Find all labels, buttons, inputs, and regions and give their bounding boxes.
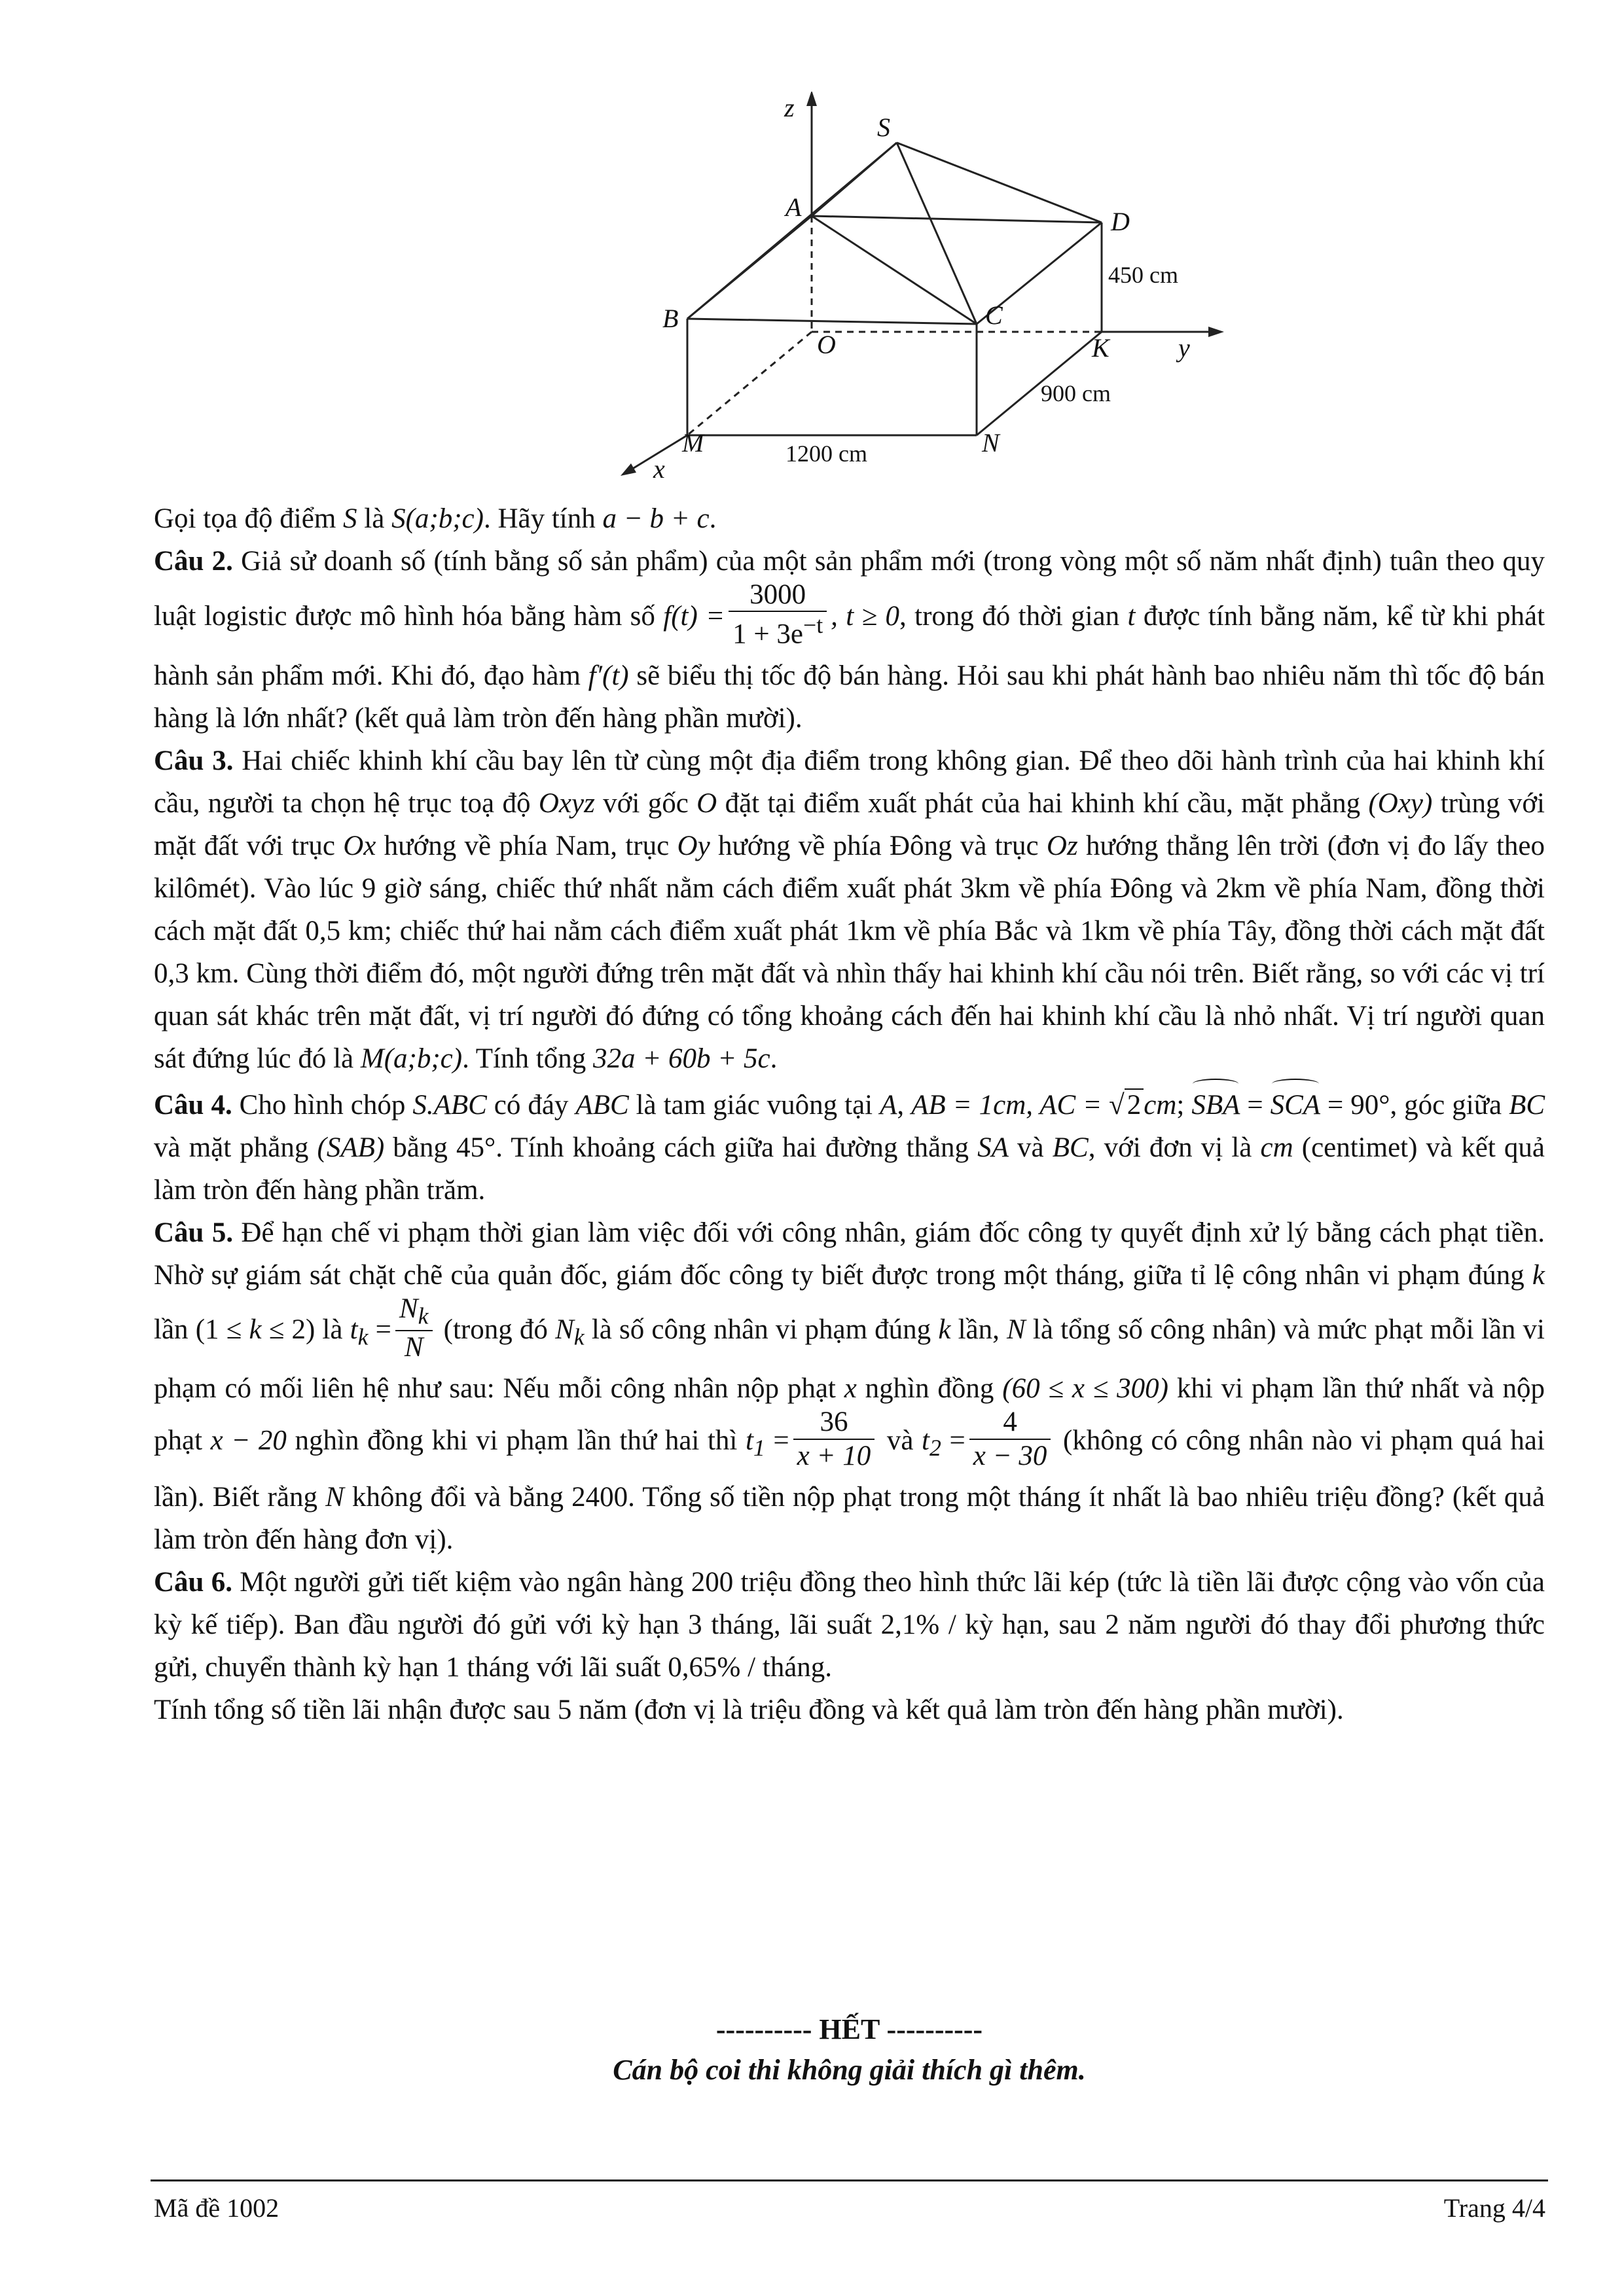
arrow-x: [621, 463, 636, 476]
exam-content: [154, 497, 1545, 1731]
label-A: A: [785, 192, 802, 222]
label-D: D: [1111, 207, 1130, 236]
end-mark: ---------- HẾT ----------: [715, 2013, 983, 2045]
page-number: Trang 4/4: [1443, 2193, 1545, 2223]
logistic-fraction: $\frac{3000}{1 + 3e^{-t}}$: [729, 579, 827, 651]
question-5-label: Câu 5.: [154, 1217, 234, 1249]
question-4-label: Câu 4.: [154, 1090, 232, 1121]
label-M: M: [682, 428, 704, 457]
label-K: K: [1092, 333, 1110, 363]
t1-fraction: $\frac{36}{x + 10}$: [793, 1406, 875, 1472]
ratio-fraction: $\frac{N_k}{N}$: [395, 1293, 433, 1363]
label-y: y: [1178, 333, 1190, 363]
label-N: N: [982, 428, 1000, 457]
arrow-z: [806, 92, 817, 106]
question-3-label: Câu 3.: [154, 745, 234, 777]
question-5: Câu 5. Để hạn chế vi phạm thời gian làm việc đối với công nhân, giám đốc công ty quyết định xử lý bằng cách phạt tiền. Nhờ sự giám sát chặt chẽ của quản đốc, giám đốc công ty biết được trong một tháng, giữa tỉ lệ công nhân vi phạm đúng k lần (1 ≤ k ≤ 2) là $t_k$ = $\frac{N_k}{N}$ (trong đó $N_k$ là số công nhân vi phạm đúng k lần, N là tổng số công nhân) và mức phạt mỗi lần vi phạm có mối liên hệ như sau: Nếu mỗi công nhân nộp phạt x nghìn đồng (60 ≤ x ≤ 300) khi vi phạm lần thứ nhất và nộp phạt x − 20 nghìn đồng khi vi phạm lần thứ hai thì $t_1$ = $\frac{36}{x + 10}$ và $t_2$ = $\frac{4}{x - 30}$ (không có công nhân nào vi phạm quá hai lần). Biết rằng N không đổi và bằng 2400. Tổng số tiền nộp phạt trong một tháng ít nhất là bao nhiêu triệu đồng? (kết quả làm tròn đến hàng đơn vị).: [154, 1217, 1545, 1556]
edge-AS: [812, 143, 897, 216]
arrow-y: [1208, 327, 1224, 337]
question-2-label: Câu 2.: [154, 546, 233, 577]
question-6-task: Tính tổng số tiền lãi nhận được sau 5 năm (đơn vị là triệu đồng và kết quả làm tròn đến hàng phần mười).: [154, 1695, 1344, 1726]
question-2: Câu 2. Giả sử doanh số (tính bằng số sản phẩm) của một sản phẩm mới (trong vòng một số năm nhất định) tuân theo quy luật logistic được mô hình hóa bằng hàm số f(t) = $\frac{3000}{1 + 3e^{-t}}$ , t ≥ 0, trong đó thời gian t được tính bằng năm, kể từ khi phát hành sản phẩm mới. Khi đó, đạo hàm f′(t) sẽ biểu thị tốc độ bán hàng. Hỏi sau khi phát hành bao nhiêu năm thì tốc độ bán hàng là lớn nhất? (kết quả làm tròn đến hàng phần mười).: [154, 546, 1545, 734]
exam-code: Mã đề 1002: [154, 2193, 280, 2223]
angle-SCA: SCA: [1271, 1080, 1320, 1126]
sqrt-2: √2: [1109, 1084, 1144, 1126]
label-B: B: [662, 304, 679, 333]
footer-divider: [151, 2179, 1548, 2181]
edge-AD: [812, 216, 1102, 223]
geometry-figure: [609, 92, 1250, 497]
label-O: O: [817, 330, 836, 359]
measure-width: 1200 cm: [785, 440, 867, 467]
question-6-label: Câu 6.: [154, 1567, 232, 1598]
question-6: Câu 6. Một người gửi tiết kiệm vào ngân hàng 200 triệu đồng theo hình thức lãi kép (tức là tiền lãi được cộng vào vốn của kỳ kế tiếp). Ban đầu người đó gửi với kỳ hạn 3 tháng, lãi suất 2,1% / kỳ hạn, sau 2 năm người đó thay đổi phương thức gửi, chuyển thành kỳ hạn 1 tháng với lãi suất 0,65% / tháng.: [154, 1567, 1545, 1683]
end-block: [154, 2009, 1545, 2090]
question-1-tail: Gọi tọa độ điểm S là S(a;b;c). Hãy tính a − b + c.: [154, 503, 717, 534]
t2-fraction: $\frac{4}{x - 30}$: [969, 1406, 1051, 1472]
angle-SBA: SBA: [1191, 1080, 1240, 1126]
hidden-edge-OM: [687, 332, 812, 435]
label-S: S: [877, 113, 890, 142]
label-C: C: [985, 300, 1003, 330]
question-4: Câu 4. Cho hình chóp S.ABC có đáy ABC là tam giác vuông tại A, AB = 1cm, AC = √2cm; SBA = SCA = 90°, góc giữa BC và mặt phẳng (SAB) bằng 45°. Tính khoảng cách giữa hai đường thẳng SA và BC, với đơn vị là cm (centimet) và kết quả làm tròn đến hàng phần trăm.: [154, 1080, 1545, 1211]
edge-BC: [687, 319, 977, 324]
measure-height: 450 cm: [1108, 262, 1178, 288]
proctor-note: Cán bộ coi thi không giải thích gì thêm.: [613, 2054, 1086, 2086]
label-z: z: [784, 93, 795, 122]
label-x: x: [653, 454, 665, 484]
question-3: Câu 3. Hai chiếc khinh khí cầu bay lên từ cùng một địa điểm trong không gian. Để theo dõi hành trình của hai khinh khí cầu, người ta chọn hệ trục toạ độ Oxyz với gốc O đặt tại điểm xuất phát của hai khinh khí cầu, mặt phẳng (Oxy) trùng với mặt đất với trục Ox hướng về phía Nam, trục Oy hướng về phía Đông và trục Oz hướng thẳng lên trời (đơn vị đo lấy theo kilômét). Vào lúc 9 giờ sáng, chiếc thứ nhất nằm cách điểm xuất phát 3km về phía Đông và 2km về phía Nam, đồng thời cách mặt đất 0,5 km; chiếc thứ hai nằm cách điểm xuất phát 1km về phía Bắc và 1km về phía Tây, đồng thời cách mặt đất 0,3 km. Cùng thời điểm đó, một người đứng trên mặt đất và nhìn thấy hai khinh khí cầu nói trên. Biết rằng, so với các vị trí quan sát khác trên mặt đất, vị trí người đó đứng có tổng khoảng cách đến hai khinh khí cầu là nhỏ nhất. Vị trí người quan sát đứng lúc đó là M(a;b;c). Tính tổng 32a + 60b + 5c.: [154, 745, 1545, 1075]
measure-depth: 900 cm: [1041, 380, 1111, 406]
